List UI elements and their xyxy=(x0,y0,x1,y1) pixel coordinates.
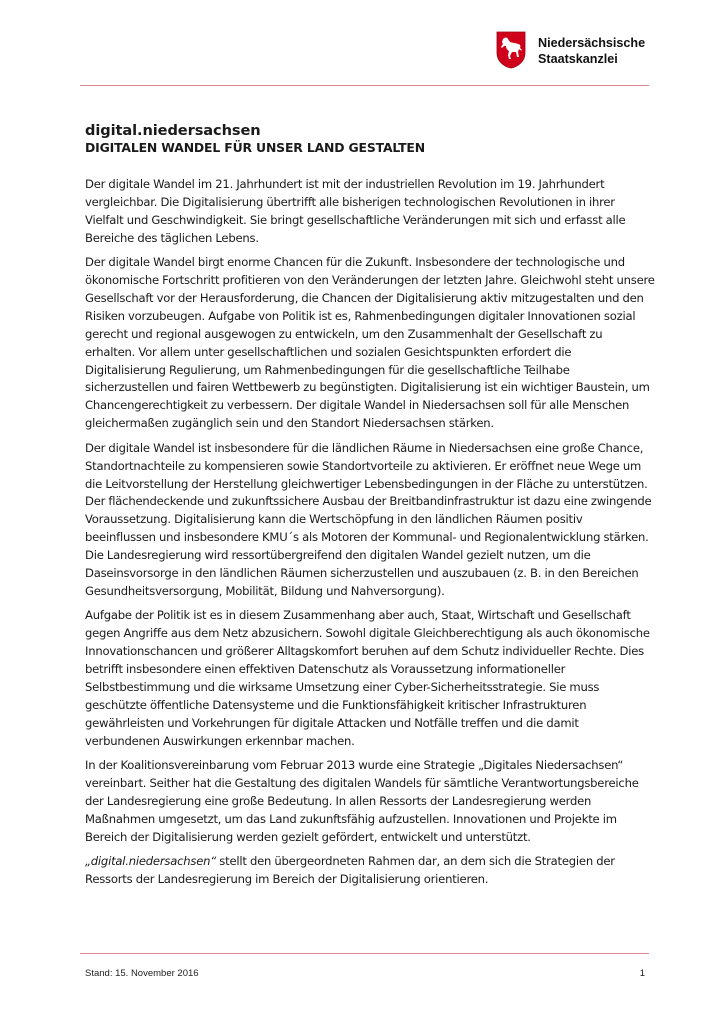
header-divider xyxy=(80,85,649,86)
paragraph-closing xyxy=(85,853,655,889)
paragraph: Der digitale Wandel birgt enorme Chancen für die Zukunft. Insbesondere der technologische und ökonomische Fortschritt profitieren von den Veränderungen der letzten Jahre. Gleichwohl steht unsere Gesellschaft vor der Herausforderung, die Chancen der Digitalisierung aktiv mitzugestalten und den Risiken vorzubeugen. Aufgabe von Politik ist es, Rahmenbedingungen digitaler Innovationen sozial gerecht und regional ausgewogen zu entwickeln, um den Zusammenhalt der Gesellschaft zu erhalten. Vor allem unter gesellschaftlichen und sozialen Gesichtspunkten erfordert die Digitalisierung Regulierung, um Rahmenbedingungen für die gesellschaftliche Teilhabe sicherzustellen und fairen Wettbewerb zu begünstigten. Digitalisierung ist ein wichtiger Baustein, um Chancengerechtigkeit zu verbessern. Der digitale Wandel in Niedersachsen soll für alle Menschen gleichermaßen zugänglich sein und den Standort Niedersachsen stärken. xyxy=(85,255,655,431)
document-body xyxy=(85,122,655,895)
paragraph: In der Koalitionsvereinbarung vom Februar 2013 wurde eine Strategie „Digitales Niedersachsen“ vereinbart. Seither hat die Gestaltung des digitalen Wandels für sämtliche Verantwortungsbereiche der Landesregierung eine große Bedeutung. In allen Ressorts der Landesregierung werden Maßnahmen umgesetzt, um das Land zukunftsfähig aufzustellen. Innovationen und Projekte im Bereich der Digitalisierung werden gezielt gefördert, entwickelt und unterstützt. xyxy=(85,758,639,844)
footer-divider xyxy=(80,953,649,954)
lower-saxony-horse-shield-icon xyxy=(496,31,526,69)
page-number: 1 xyxy=(639,968,645,979)
footer-date: Stand: 15. November 2016 xyxy=(85,968,199,979)
organization-name-line1: Niedersächsische xyxy=(538,36,646,50)
organization-name xyxy=(538,35,645,67)
paragraph: Der digitale Wandel im 21. Jahrhundert ist mit der industriellen Revolution im 19. Jahrhundert vergleichbar. Die Digitalisierung übertrifft alle bisherigen technologischen Revolutionen in ihrer Vielfalt und Geschwindigkeit. Sie bringt gesellschaftliche Veränderungen mit sich und erfasst alle Bereiche des täglichen Lebens. xyxy=(85,177,626,245)
paragraph: Der digitale Wandel ist insbesondere für die ländlichen Räume in Niedersachsen eine große Chance, Standortnachteile zu kompensieren sowie Standortvorteile zu aktivieren. Er eröffnet neue Wege um die Leitvorstellung der Herstellung gleichwertiger Lebensbedingungen in der Fläche zu unterstützen. Der flächendeckende und zukunftssichere Ausbau der Breitbandinfrastruktur ist dazu eine zwingende Voraussetzung. Digitalisierung kann die Wertschöpfung in den ländlichen Räumen positiv beeinflussen und insbesondere KMU´s als Motoren der Kommunal- und Regionalentwicklung stärken. Die Landesregierung wird ressortübergreifend den digitalen Wandel gezielt nutzen, um die Daseinsvorsorge in den ländlichen Räumen sicherzustellen und auszubauen (z. B. in den Bereichen Gesundheitsversorgung, Mobilität, Bildung und Nahversorgung). xyxy=(85,440,652,598)
paragraph-text: stellt den übergeordneten Rahmen dar, an dem sich die Strategien der Ressorts der Landesregierung im Bereich der Digitalisierung orientieren. xyxy=(85,854,615,887)
organization-name-line2: Staatskanzlei xyxy=(538,52,618,66)
document-title: digital.niedersachsen xyxy=(85,122,261,139)
document-subtitle: DIGITALEN WANDEL FÜR UNSER LAND GESTALTEN xyxy=(85,140,425,155)
paragraph: Aufgabe der Politik ist es in diesem Zusammenhang aber auch, Staat, Wirtschaft und Gesellschaft gegen Angriffe aus dem Netz abzusichern. Sowohl digitale Gleichberechtigung als auch ökonomische Innovationschancen und größerer Alltagskomfort beruhen auf dem Schutz individueller Rechte. Dies betrifft insbesondere einen effektiven Datenschutz als Voraussetzung informationeller Selbstbestimmung und die wirksame Umsetzung einer Cyber-Sicherheitsstrategie. Sie muss geschützte öffentliche Datensysteme und die Funktionsfähigkeit kritischer Infrastrukturen gewährleisten und Vorkehrungen für digitale Attacken und Notfälle treffen und die damit verbundenen Auswirkungen erkennbar machen. xyxy=(85,608,650,748)
italic-lead: „digital.niedersachsen“ xyxy=(85,854,217,869)
